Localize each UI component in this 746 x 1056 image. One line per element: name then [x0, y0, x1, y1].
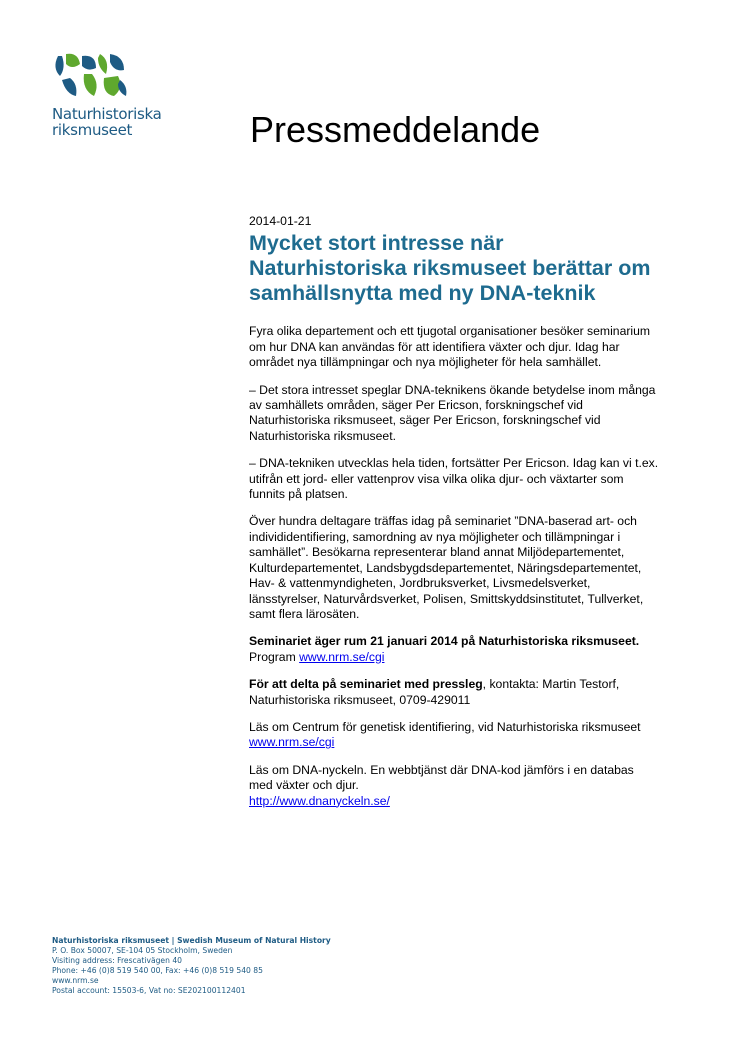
cgi-text: Läs om Centrum för genetisk identifiering, vid Naturhistoriska riksmuseet	[249, 719, 641, 734]
headline: Mycket stort intresse när Naturhistoriska riksmuseet berättar om samhällsnytta med ny DNA-teknik	[249, 231, 651, 306]
paragraph-cgi	[249, 720, 659, 751]
footer-account: Postal account: 15503-6, Vat no: SE202100112401	[52, 986, 246, 995]
page-title: Pressmeddelande	[250, 109, 541, 150]
footer-org: Naturhistoriska riksmuseet | Swedish Museum of Natural History	[52, 936, 331, 945]
paragraph-participants: Över hundra deltagare träffas idag på seminariet ”DNA-baserad art- och individidentifiering, samordning av nya möjligheter och tillämpningar i samhället”. Besökarna representerar bland annat Miljödepartementet, Kulturdepartementet, Landsbygdsdepartementet, Näringsdepartementet, Hav- & vattenmyndigheten, Jordbruksverket, Livsmedelsverket, länsstyrelser, Naturvårdsverket, Polisen, Smittskyddsinstitutet, Tullverket, samt flera lärosäten.	[249, 514, 644, 621]
paragraph-quote-2: – DNA-tekniken utvecklas hela tiden, fortsätter Per Ericson. Idag kan vi t.ex. utifrån ett jord- eller vattenprov visa vilka olika djur- och växtarter som funnits på platsen.	[249, 456, 659, 502]
paragraph-seminar	[249, 634, 659, 665]
logo-line-2: riksmuseet	[52, 121, 133, 139]
cgi-link[interactable]: www.nrm.se/cgi	[249, 735, 335, 750]
footer	[52, 936, 331, 996]
footer-visiting: Visiting address: Frescativägen 40	[52, 956, 182, 965]
press-contact: , kontakta: Martin Testorf, Naturhistoriska riksmuseet, 0709-429011	[249, 677, 620, 707]
footer-postal: P. O. Box 50007, SE-104 05 Stockholm, Sweden	[52, 946, 233, 955]
press-release-body	[249, 214, 659, 821]
dnanyckeln-text: Läs om DNA-nyckeln. En webbtjänst där DNA-kod jämförs i en databas med växter och djur.	[249, 762, 634, 793]
paragraph-intro: Fyra olika departement och ett tjugotal organisationer besöker seminarium om hur DNA kan användas för att identifiera växter och djur. Idag har området nya tillämpningar och nya möjligheter för hela samhället.	[249, 324, 651, 370]
museum-logo-icon	[52, 50, 128, 100]
seminar-bold: Seminariet äger rum 21 januari 2014 på Naturhistoriska riksmuseet.	[249, 634, 640, 649]
dnanyckeln-link[interactable]: http://www.dnanyckeln.se/	[249, 793, 390, 808]
logo	[52, 50, 172, 138]
footer-web: www.nrm.se	[52, 976, 99, 985]
footer-phone: Phone: +46 (0)8 519 540 00, Fax: +46 (0)8 519 540 85	[52, 966, 263, 975]
paragraph-quote-1: – Det stora intresset speglar DNA-teknikens ökande betydelse inom många av samhällets områden, säger Per Ericson, forskningschef vid Naturhistoriska riksmuseet, säger Per Ericson, forskningschef vid Naturhistoriska riksmuseet.	[249, 382, 656, 443]
press-bold: För att delta på seminariet med pressleg	[249, 677, 483, 692]
logo-line-1: Naturhistoriska	[52, 105, 162, 123]
program-link[interactable]: www.nrm.se/cgi	[299, 649, 385, 664]
paragraph-press	[249, 677, 659, 708]
program-label: Program	[249, 649, 300, 664]
release-date: 2014-01-21	[249, 214, 312, 228]
logo-wordmark	[52, 106, 172, 138]
paragraph-dnanyckeln	[249, 763, 659, 809]
